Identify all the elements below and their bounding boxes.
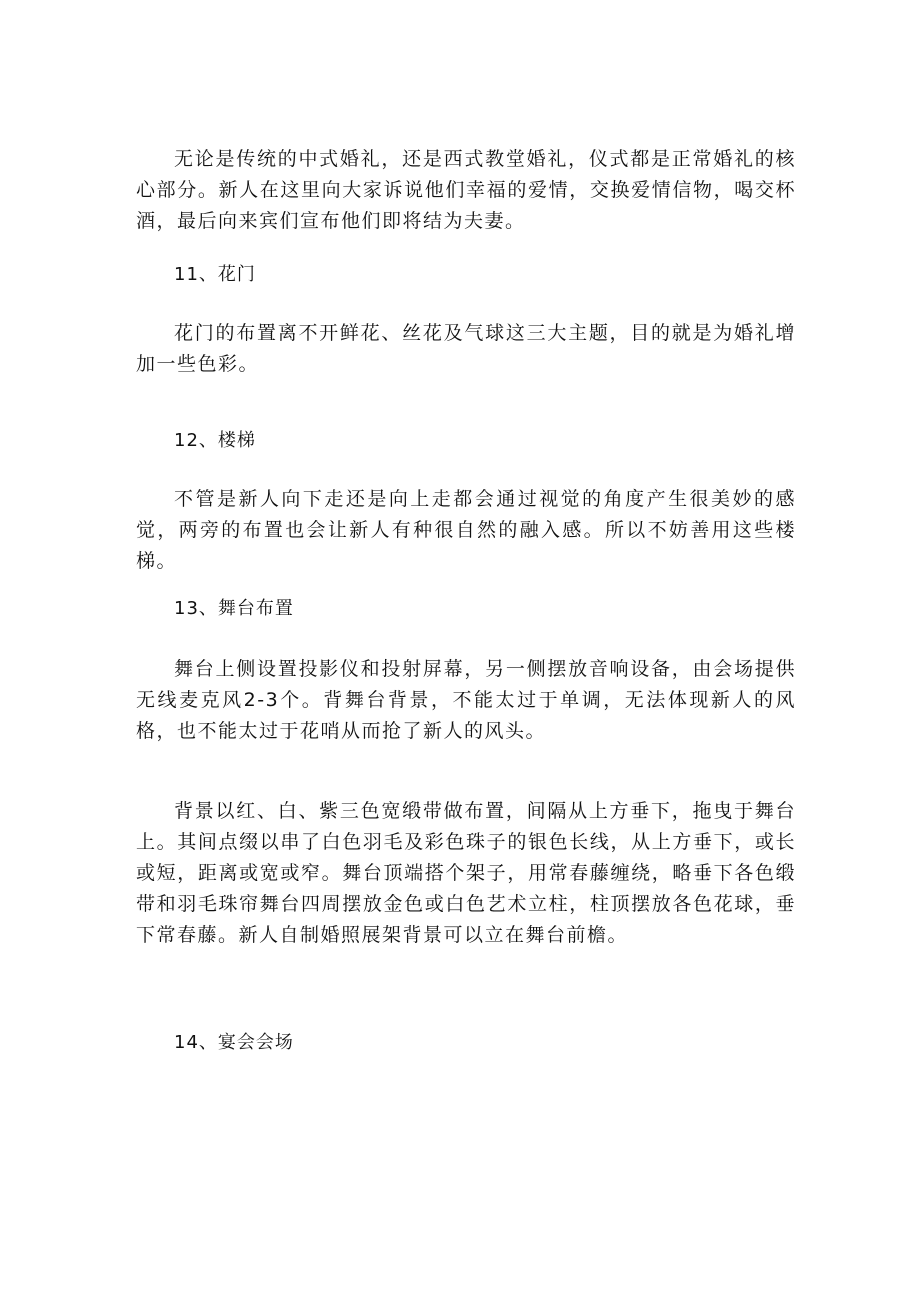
paragraph-stairs: 不管是新人向下走还是向上走都会通过视觉的角度产生很美妙的感觉，两旁的布置也会让新人有种很自然的融入感。所以不妨善用这些楼梯。: [136, 488, 796, 572]
paragraph-ceremony: 无论是传统的中式婚礼，还是西式教堂婚礼，仪式都是正常婚礼的核心部分。新人在这里向大家诉说他们幸福的爱情，交换爱情信物，喝交杯酒，最后向来宾们宣布他们即将结为夫妻。: [136, 148, 796, 232]
section-heading-stairs: 12、楼梯: [174, 430, 256, 451]
section-heading-flower-arch: 11、花门: [174, 264, 256, 285]
section-heading-stage: 13、舞台布置: [174, 598, 294, 619]
paragraph-stage-equipment: 舞台上侧设置投影仪和投射屏幕，另一侧摆放音响设备，由会场提供无线麦克风2-3个。背舞台背景，不能太过于单调，无法体现新人的风格，也不能太过于花哨从而抢了新人的风头。: [136, 658, 796, 742]
section-heading-banquet-hall: 14、宴会会场: [174, 1032, 294, 1053]
paragraph-stage-backdrop: 背景以红、白、紫三色宽缎带做布置，间隔从上方垂下，拖曳于舞台上。其间点缀以串了白色羽毛及彩色珠子的银色长线，从上方垂下，或长或短，距离或宽或窄。舞台顶端搭个架子，用常春藤缠绕，略垂下各色缎带和羽毛珠帘舞台四周摆放金色或白色艺术立柱，柱顶摆放各色花球，垂下常春藤。新人自制婚照展架背景可以立在舞台前檐。: [136, 800, 796, 946]
paragraph-flower-arch: 花门的布置离不开鲜花、丝花及气球这三大主题，目的就是为婚礼增加一些色彩。: [136, 322, 796, 375]
